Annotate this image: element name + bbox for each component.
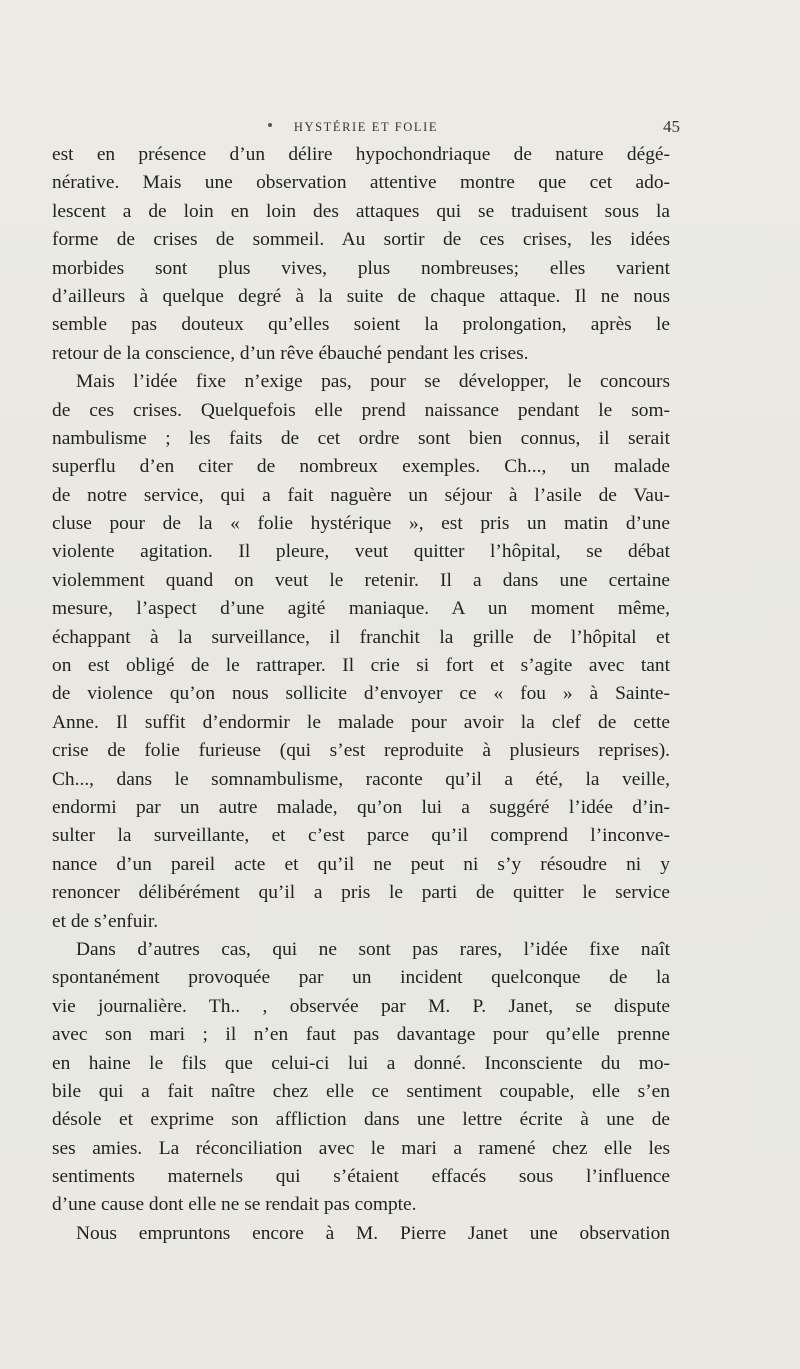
text-line: Anne. Il suffit d’endormir le malade pour avoir la clef de cette (52, 711, 670, 733)
text-line: nérative. Mais une observation attentive montre que cet ado- (52, 172, 670, 194)
text-line: semble pas douteux qu’elles soient la prolongation, après le (52, 314, 670, 336)
text-line: on est obligé de le rattraper. Il crie si fort et s’agite avec tant (52, 655, 670, 677)
text-line: nambulisme ; les faits de cet ordre sont bien connus, il serait (52, 427, 670, 449)
text-line: endormi par un autre malade, qu’on lui a suggéré l’idée d’in- (52, 796, 670, 818)
running-title: HYSTÉRIE ET FOLIE (293, 120, 439, 134)
text-line: d’une cause dont elle ne se rendait pas compte. (52, 1194, 417, 1216)
body-text (52, 141, 670, 1248)
text-line: échappant à la surveillance, il franchit la grille de l’hôpital et (52, 626, 670, 648)
text-line: cluse pour de la « folie hystérique », est pris un matin d’une (52, 513, 670, 535)
paragraph-first-line: Nous empruntons encore à M. Pierre Janet une observation (76, 1222, 670, 1244)
text-line: en haine le fils que celui-ci lui a donné. Inconsciente du mo- (52, 1052, 670, 1074)
text-line: spontanément provoquée par un incident quelconque de la (52, 967, 670, 989)
page-number: 45 (663, 117, 680, 136)
text-line: désole et exprime son affliction dans une lettre écrite à une de (52, 1109, 670, 1131)
text-line: est en présence d’un délire hypochondriaque de nature dégé- (52, 144, 670, 165)
text-line: de notre service, qui a fait naguère un séjour à l’asile de Vau- (52, 484, 670, 506)
text-line: crise de folie furieuse (qui s’est reproduite à plusieurs reprises). (52, 740, 670, 762)
text-line: renoncer délibérément qu’il a pris le parti de quitter le service (52, 882, 670, 904)
text-line: vie journalière. Th.. , observée par M. P. Janet, se dispute (52, 995, 670, 1017)
paragraph-first-line: Dans d’autres cas, qui ne sont pas rares, l’idée fixe naît (76, 938, 670, 960)
text-line: mesure, l’aspect d’une agité maniaque. A un moment même, (52, 598, 670, 620)
text-line: avec son mari ; il n’en faut pas davantage pour qu’elle prenne (52, 1024, 670, 1046)
text-line: ses amies. La réconciliation avec le mari a ramené chez elle les (52, 1137, 670, 1159)
text-line: sentiments maternels qui s’étaient effacés sous l’influence (52, 1166, 670, 1188)
page-header (52, 118, 680, 138)
text-line: sulter la surveillante, et c’est parce qu’il comprend l’inconve- (52, 825, 670, 847)
text-line: bile qui a fait naître chez elle ce sentiment coupable, elle s’en (52, 1080, 670, 1102)
text-line: violemment quand on veut le retenir. Il a dans une certaine (52, 569, 670, 591)
text-line: violente agitation. Il pleure, veut quitter l’hôpital, se débat (52, 541, 670, 563)
text-line: retour de la conscience, d’un rêve ébauché pendant les crises. (52, 342, 529, 364)
text-line: et de s’enfuir. (52, 910, 159, 932)
paragraph-first-line: Mais l’idée fixe n’exige pas, pour se développer, le concours (76, 371, 670, 393)
text-line: morbides sont plus vives, plus nombreuses; elles varient (52, 257, 670, 279)
text-line: Ch..., dans le somnambulisme, raconte qu’il a été, la veille, (52, 768, 670, 790)
text-line: lescent a de loin en loin des attaques qui se traduisent sous la (52, 200, 670, 222)
text-line: superflu d’en citer de nombreux exemples. Ch..., un malade (52, 456, 670, 478)
ink-dot (268, 123, 272, 127)
text-line: de violence qu’on nous sollicite d’envoyer ce « fou » à Sainte- (52, 683, 670, 705)
text-line: nance d’un pareil acte et qu’il ne peut ni s’y résoudre ni y (52, 853, 670, 875)
text-line: d’ailleurs à quelque degré à la suite de chaque attaque. Il ne nous (52, 285, 670, 307)
text-line: forme de crises de sommeil. Au sortir de ces crises, les idées (52, 229, 670, 251)
text-line: de ces crises. Quelquefois elle prend naissance pendant le som- (52, 399, 670, 421)
